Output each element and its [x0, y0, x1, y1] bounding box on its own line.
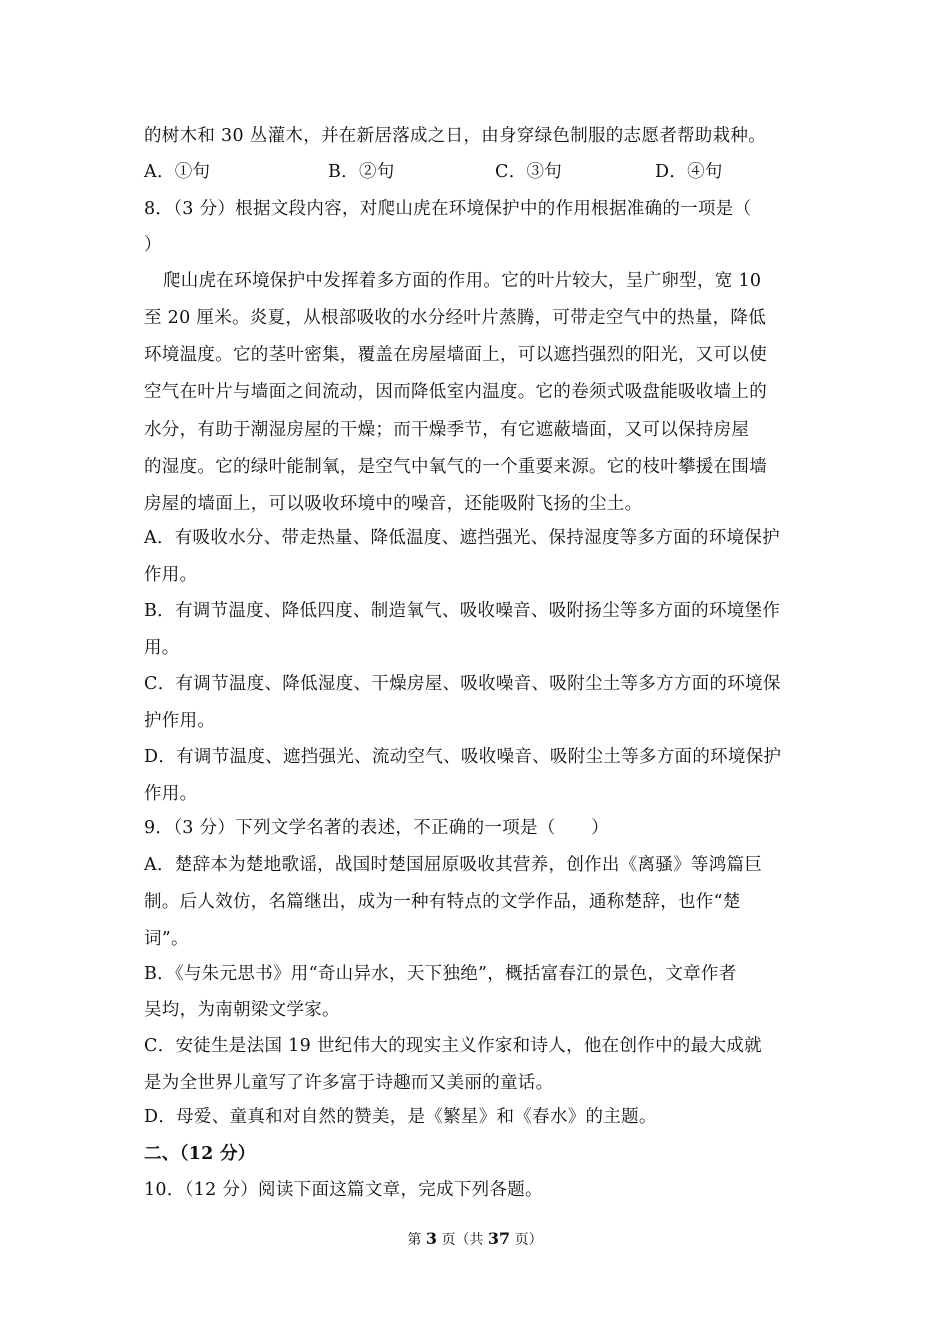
q8-option-a: A．有吸收水分、带走热量、降低温度、遮挡强光、保持湿度等多方面的环境保护	[144, 528, 780, 548]
passage-line: 至 20 厘米。炎夏，从根部吸收的水分经叶片蒸腾，可带走空气中的热量，降低	[144, 308, 766, 328]
q8-option-b-cont: 用。	[144, 638, 180, 658]
q9-option-a-cont: 制。后人效仿，名篇继出，成为一种有特点的文学作品，通称楚辞，也作“楚	[144, 892, 741, 912]
footer-suffix: 页）	[514, 1232, 543, 1248]
q9-option-b-cont: 吴均，为南朝梁文学家。	[144, 1000, 340, 1020]
question-8-stem: 8．（3 分）根据文段内容，对爬山虎在环境保护中的作用根据准确的一项是（	[144, 199, 752, 219]
passage-line: 环境温度。它的茎叶密集，覆盖在房屋墙面上，可以遮挡强烈的阳光，又可以使	[144, 345, 767, 365]
passage-line: 房屋的墙面上，可以吸收环境中的噪音，还能吸附飞扬的尘土。	[144, 494, 643, 514]
footer-middle: 页（共	[441, 1232, 484, 1248]
q8-option-b: B．有调节温度、降低四度、制造氧气、吸收噪音、吸附扬尘等多方面的环境堡作	[144, 601, 781, 621]
passage-line: 空气在叶片与墙面之间流动，因而降低室内温度。它的卷须式吸盘能吸收墙上的	[144, 382, 767, 402]
question-10-stem: 10．（12 分）阅读下面这篇文章，完成下列各题。	[144, 1180, 543, 1200]
q8-option-c-cont: 护作用。	[144, 711, 216, 731]
q9-option-b: B．《与朱元思书》用“奇山异水，天下独绝”，概括富春江的景色，文章作者	[144, 964, 737, 984]
footer-page-number: 3	[425, 1229, 437, 1248]
q7-option-a: A．①句	[144, 162, 211, 182]
footer-total-pages: 37	[487, 1229, 511, 1248]
text-line: 的树木和 30 丛灌木，并在新居落成之日，由身穿绿色制服的志愿者帮助栽种。	[144, 126, 766, 146]
passage-line: 水分，有助于潮湿房屋的干燥；而干燥季节，有它遮蔽墙面，又可以保持房屋	[144, 420, 750, 440]
question-9-stem: 9．（3 分）下列文学名著的表述，不正确的一项是（ ）	[144, 818, 609, 838]
q9-option-c: C．安徒生是法国 19 世纪伟大的现实主义作家和诗人，他在创作中的最大成就	[144, 1036, 762, 1056]
passage-line: 的湿度。它的绿叶能制氧，是空气中氧气的一个重要来源。它的枝叶攀援在围墙	[144, 457, 767, 477]
q7-option-d: D．④句	[655, 162, 723, 182]
q7-options	[0, 160, 950, 184]
q7-option-b: B．②句	[328, 162, 395, 182]
q9-option-c-cont: 是为全世界儿童写了许多富于诗趣而又美丽的童话。	[144, 1073, 554, 1093]
page-footer	[0, 1229, 950, 1250]
q8-option-c: C．有调节温度、降低湿度、干燥房屋、吸收噪音、吸附尘土等多方方面的环境保	[144, 674, 781, 694]
question-8-stem-cont: ）	[144, 235, 162, 255]
q9-option-a-cont: 词”。	[144, 929, 189, 949]
passage-line: 爬山虎在环境保护中发挥着多方面的作用。它的叶片较大，呈广卵型，宽 10	[163, 271, 762, 291]
section-heading: 二、（12 分）	[144, 1144, 256, 1164]
q8-option-d: D．有调节温度、遮挡强光、流动空气、吸收噪音、吸附尘土等多方面的环境保护	[144, 747, 782, 767]
q9-option-a: A．楚辞本为楚地歌谣，战国时楚国屈原吸收其营养，创作出《离骚》等鸿篇巨	[144, 855, 763, 875]
q7-option-c: C．③句	[495, 162, 563, 182]
q9-option-d: D．母爱、童真和对自然的赞美，是《繁星》和《春水》的主题。	[144, 1107, 657, 1127]
footer-prefix: 第	[407, 1232, 422, 1248]
q8-option-a-cont: 作用。	[144, 565, 198, 585]
q8-option-d-cont: 作用。	[144, 784, 198, 804]
